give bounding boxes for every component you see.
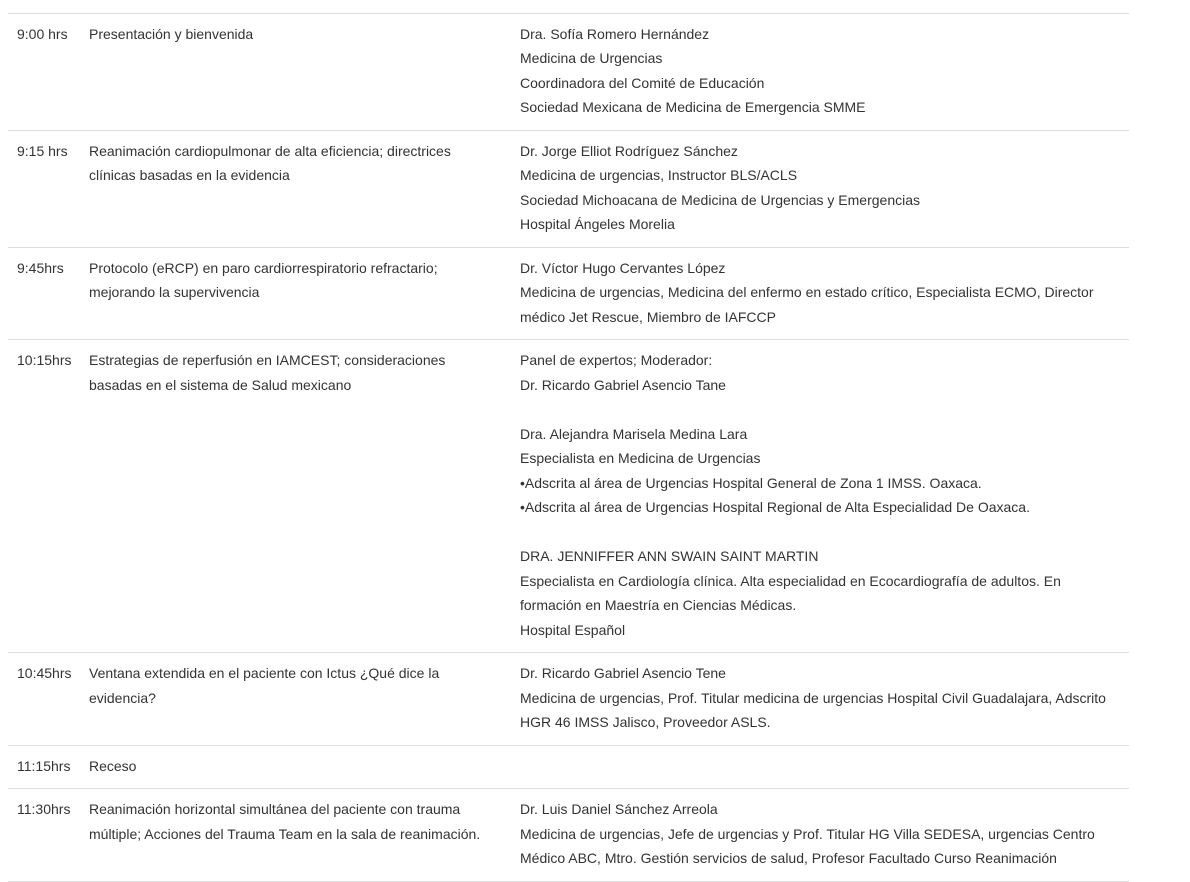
speaker-line: Dr. Víctor Hugo Cervantes López — [520, 259, 726, 276]
schedule-row — [8, 247, 1129, 340]
schedule-container — [8, 0, 1129, 882]
schedule-body — [8, 0, 1129, 881]
speaker-line: •Adscrita al área de Urgencias Hospital General de Zona 1 IMSS. Oaxaca. — [520, 474, 982, 491]
session-speaker — [511, 247, 1129, 340]
speaker-line: Medicina de urgencias, Jefe de urgencias y Prof. Titular HG Villa SEDESA, urgencias Centro Médico ABC, Mtro. Gestión servicios de salud, Profesor Facultado Curso Reanimación — [520, 825, 1095, 866]
speaker-line: Especialista en Cardiología clínica. Alta especialidad en Ecocardiografía de adultos. En formación en Maestría en Ciencias Médicas. — [520, 572, 1061, 613]
schedule-row — [8, 789, 1129, 882]
schedule-row — [8, 13, 1129, 130]
session-time: 9:15 hrs — [17, 142, 68, 159]
session-speaker — [511, 653, 1129, 746]
schedule-row — [8, 745, 1129, 789]
session-topic: Receso — [89, 757, 137, 774]
speaker-line: Hospital Ángeles Morelia — [520, 216, 675, 232]
schedule-row — [8, 130, 1129, 247]
session-time: 9:45hrs — [17, 259, 64, 276]
speaker-line: DRA. JENNIFFER ANN SWAIN SAINT MARTIN — [520, 548, 819, 564]
schedule-table — [8, 0, 1129, 882]
schedule-row — [8, 0, 1129, 13]
session-time: 11:15hrs — [17, 757, 71, 774]
session-speaker — [511, 0, 1129, 13]
speaker-line: Medicina de urgencias, Instructor BLS/ACLS — [520, 167, 798, 183]
speaker-line: Dra. Sofía Romero Hernández — [520, 25, 710, 42]
session-topic — [80, 0, 511, 13]
speaker-line: Coordinadora del Comité de Educación — [520, 74, 765, 91]
session-time: 10:15hrs — [17, 352, 72, 368]
session-speaker — [511, 130, 1129, 247]
speaker-line: Medicina de Urgencias — [520, 50, 663, 66]
session-time: 9:00 hrs — [17, 25, 68, 42]
session-time — [8, 0, 80, 13]
speaker-line: •Adscrita al área de Urgencias Hospital Regional de Alta Especialidad De Oaxaca. — [520, 499, 1030, 515]
session-speaker — [511, 745, 1129, 789]
speaker-line: Especialista en Medicina de Urgencias — [520, 450, 761, 466]
speaker-line: Dr. Jorge Elliot Rodríguez Sánchez — [520, 142, 738, 159]
session-topic: Reanimación horizontal simultánea del paciente con trauma múltiple; Acciones del Trauma Team en la sala de reanimación. — [89, 801, 481, 842]
session-topic: Reanimación cardiopulmonar de alta eficiencia; directrices clínicas basadas en la evidencia — [89, 142, 451, 183]
schedule-row — [8, 340, 1129, 653]
speaker-line: Sociedad Mexicana de Medicina de Emergencia SMME — [520, 99, 866, 115]
session-topic: Presentación y bienvenida — [89, 25, 254, 42]
speaker-line: Medicina de urgencias, Medicina del enfermo en estado crítico, Especialista ECMO, Director médico Jet Rescue, Miembro de IAFCCP — [520, 284, 1094, 325]
session-topic: Ventana extendida en el paciente con Ictus ¿Qué dice la evidencia? — [89, 665, 440, 706]
speaker-line: Medicina de urgencias, Prof. Titular medicina de urgencias Hospital Civil Guadalajara, Adscrito HGR 46 IMSS Jalisco, Proveedor ASLS. — [520, 689, 1106, 730]
session-speaker — [511, 340, 1129, 653]
speaker-line: Sociedad Michoacana de Medicina de Urgencias y Emergencias — [520, 191, 920, 208]
speaker-line: Dr. Ricardo Gabriel Asencio Tane — [520, 376, 726, 393]
speaker-line: Dr. Luis Daniel Sánchez Arreola — [520, 801, 718, 817]
session-topic: Protocolo (eRCP) en paro cardiorrespiratorio refractario; mejorando la supervivencia — [89, 259, 438, 300]
speaker-line: Panel de expertos; Moderador: — [520, 352, 713, 368]
speaker-line: Dr. Ricardo Gabriel Asencio Tene — [520, 665, 726, 681]
session-time: 11:30hrs — [17, 801, 71, 817]
speaker-line: Dra. Alejandra Marisela Medina Lara — [520, 425, 748, 442]
schedule-row — [8, 653, 1129, 746]
session-speaker — [511, 789, 1129, 882]
speaker-line: Hospital Español — [520, 621, 626, 638]
speaker-spacer — [520, 520, 1121, 545]
session-speaker — [511, 13, 1129, 130]
session-time: 10:45hrs — [17, 665, 72, 681]
speaker-spacer — [520, 397, 1121, 422]
session-topic: Estrategias de reperfusión en IAMCEST; consideraciones basadas en el sistema de Salud mexicano — [89, 352, 446, 393]
